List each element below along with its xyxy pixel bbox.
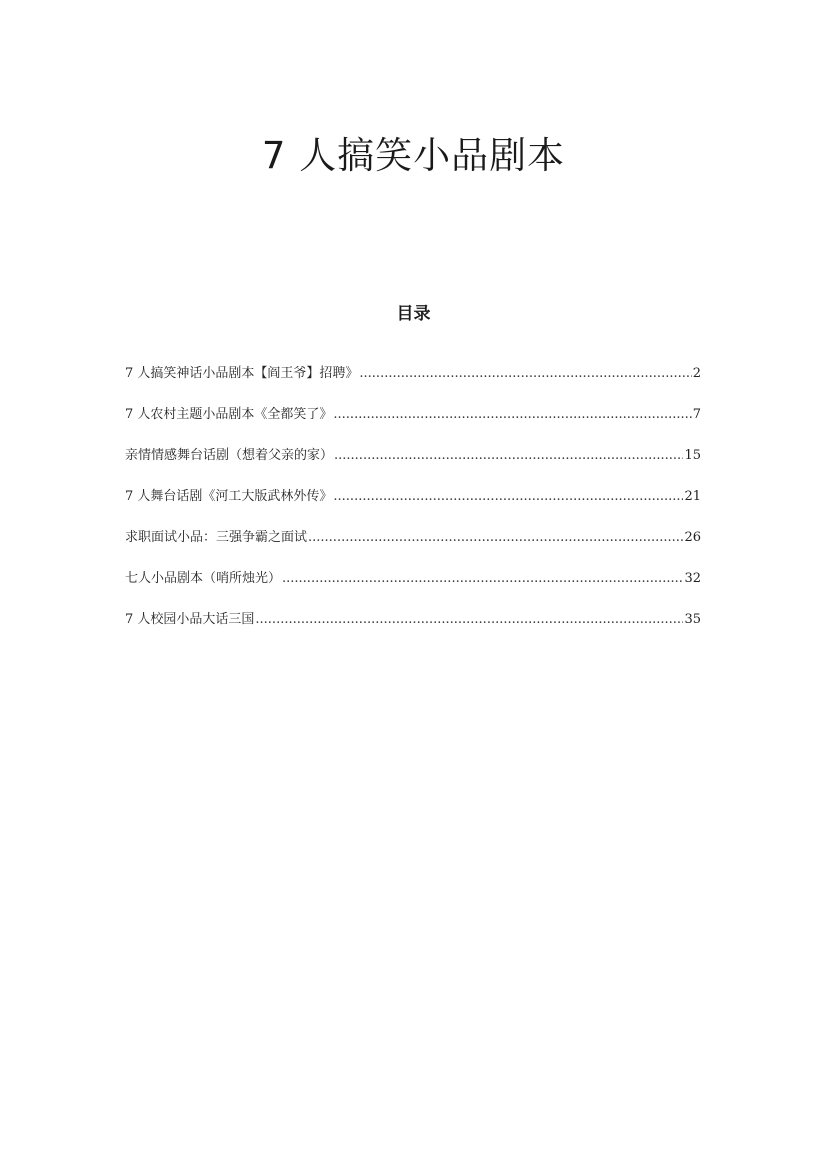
toc-dot-leader <box>333 405 691 425</box>
document-title: 7 人搞笑小品剧本 <box>261 134 566 177</box>
toc-entry-page: 32 <box>684 571 701 586</box>
toc-heading: 目录 <box>396 304 431 324</box>
toc-dot-leader <box>359 364 691 384</box>
toc-dot-leader <box>255 610 683 630</box>
toc-entry-title: 7 人校园小品大话三国 <box>125 612 255 627</box>
toc-entry-page: 15 <box>684 448 701 463</box>
toc-entry[interactable] <box>125 569 701 610</box>
toc-dot-leader <box>333 487 683 507</box>
toc-dot-leader <box>308 528 683 548</box>
toc-entry-page: 21 <box>684 489 701 504</box>
toc-entry-title: 求职面试小品：三强争霸之面试 <box>125 530 308 545</box>
toc-entry-title: 七人小品剧本（哨所烛光） <box>125 571 282 586</box>
toc-entry[interactable] <box>125 487 701 528</box>
toc-entry[interactable] <box>125 364 701 405</box>
toc-entry[interactable] <box>125 610 701 651</box>
toc-entry-page: 26 <box>684 530 701 545</box>
toc-entry-title: 7 人搞笑神话小品剧本【阎王爷】招聘》 <box>125 366 359 381</box>
toc-entry[interactable] <box>125 446 701 487</box>
toc-entry-page: 7 <box>692 407 701 422</box>
toc-entry[interactable] <box>125 528 701 569</box>
toc-entry[interactable] <box>125 405 701 446</box>
toc-entry-page: 2 <box>692 366 701 381</box>
toc-entry-page: 35 <box>684 612 701 627</box>
table-of-contents <box>125 364 701 651</box>
toc-entry-title: 亲情情感舞台话剧（想着父亲的家） <box>125 448 334 463</box>
toc-dot-leader <box>334 446 683 466</box>
toc-dot-leader <box>282 569 683 589</box>
toc-entry-title: 7 人舞台话剧《河工大版武林外传》 <box>125 489 333 504</box>
toc-entry-title: 7 人农村主题小品剧本《全都笑了》 <box>125 407 333 422</box>
